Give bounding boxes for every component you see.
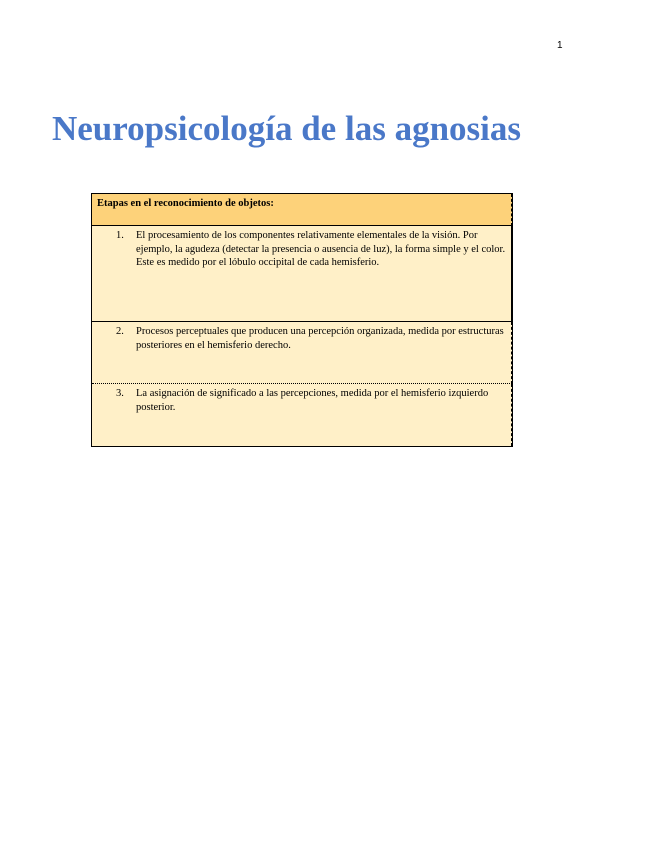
document-title: Neuropsicología de las agnosias [52,109,521,148]
stage-item [92,384,512,446]
object-recognition-stages-box [91,193,513,447]
stage-item [92,226,512,322]
page-number: 1 [557,40,563,51]
stage-item-number: 2. [116,326,124,337]
stage-item-text: La asignación de significado a las percepciones, medida por el hemisferio izquierdo posterior. [136,388,489,413]
stage-item-text: Procesos perceptuales que producen una percepción organizada, medida por estructuras posteriores en el hemisferio derecho. [136,326,504,351]
stages-box-header: Etapas en el reconocimiento de objetos: [92,194,512,226]
stage-item-text: El procesamiento de los componentes relativamente elementales de la visión. Por ejemplo, la agudeza (detectar la presencia o ausencia de luz), la forma simple y el color. Este es medido por el lóbulo occipital de cada hemisferio. [136,230,506,268]
stage-item-number: 1. [116,230,124,241]
stage-item-number: 3. [116,388,124,399]
stage-item [92,322,512,384]
